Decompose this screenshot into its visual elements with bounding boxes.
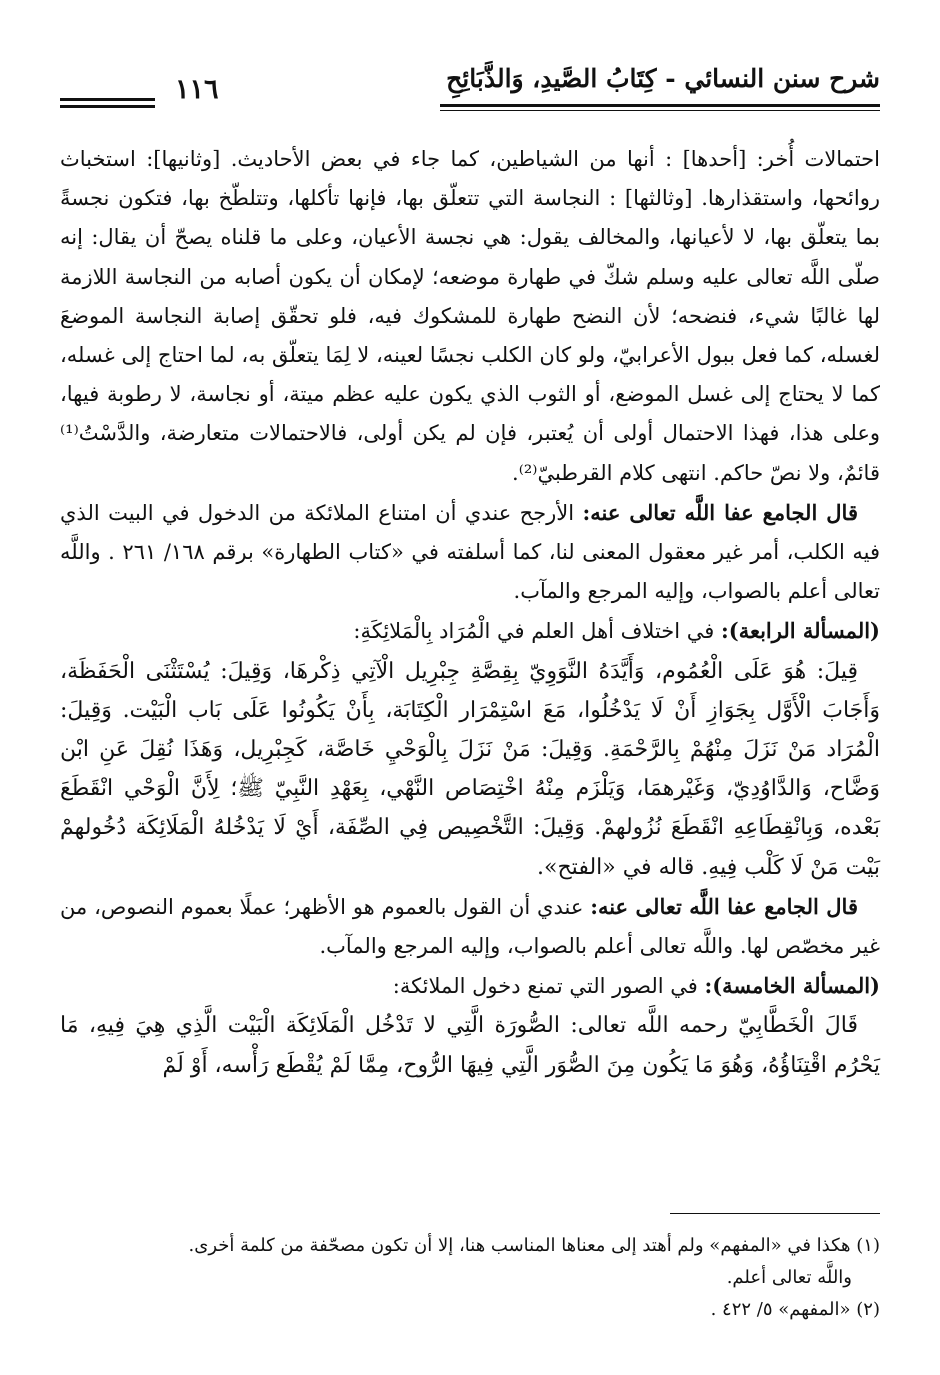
page-number: ١١٦ (175, 74, 219, 105)
paragraph-compiler-note-1 (60, 493, 880, 612)
footnote-1: (١) هكذا في «المفهم» ولم أهتد إلى معناها المناسب هنا، إلا أن تكون مصحّفة من كلمة أخرى. (188, 1235, 880, 1256)
footnote-1-continuation: واللَّه تعالى أعلم. (726, 1267, 852, 1288)
main-text (60, 140, 880, 1085)
paragraph-qurtubi-quote: احتمالات أُخر: [أحدها] : أنها من الشياطين، كما جاء في بعض الأحاديث. [وثانيها]: استخباث روائحها، واستقذارها. [وثالثها] : النجاسة التي تتعلّق بها، فإنها تأكلها، وتتلطّخ بها، فتكون نجسةً بما يتعلّق بها، لا لأعيانها، والمخالف يقول: هي نجسة الأعيان، وعلى ما قلناه يصحّ أن يقال: إنه صلّى اللَّه تعالى عليه وسلم شكّ في طهارة موضعه؛ لإمكان أن يكون أصابه من النجاسة اللازمة لها غالبًا شيء، فنضحه؛ لأن النضح طهارة للمشكوك فيه، فلو تحقّق إصابة النجاسة الموضعَ لغسله، كما فعل ببول الأعرابيّ، ولو كان الكلب نجسًا لعينه، لا لِمَا يتعلّق به، لما احتاج إلى غسله، كما لا يحتاج إلى غسل الموضع، أو الثوب الذي يكون عليه عظم ميتة، أو نجاسة، لا رطوبة فيها، وعلى هذا، فهذا الاحتمال أولى أن يُعتبر، فإن لم يكن أولى، فالاحتمالات متعارضة، والدَّسْتُ⁽¹⁾ قائمٌ، ولا نصّ حاكم. انتهى كلام القرطبيّ⁽²⁾. (60, 147, 880, 485)
issue-four-heading: (المسألة الرابعة): (721, 618, 880, 644)
header-rule (440, 104, 880, 107)
footnote-2: (٢) «المفهم» ٥/ ٤٢٢ . (710, 1299, 880, 1320)
footnotes (60, 1230, 880, 1326)
compiler-note-text-2: عندي أن القول بالعموم هو الأظهر؛ عملًا بعموم النصوص، من غير مخصّص لها. واللَّه تعالى أعلم بالصواب، وإليه المرجع والمآب. (60, 894, 880, 959)
compiler-lead: قال الجامع عفا اللَّه تعالى عنه: (582, 499, 858, 525)
paragraph-issue-four (60, 611, 880, 651)
paragraph-angels-opinions: قِيلَ: هُوَ عَلَى الْعُمُوم، وَأَيَّدَهُ النَّوَوِيّ بِقِصَّةِ جِبْرِيل الْآتِي ذِكْرهَا، وَقِيلَ: يُسْتَثْنَى الْحَفَظَة، وَأَجَابَ الْأَوَّل بِجَوَازِ أَنْ لَا يَدْخُلُوا، مَعَ اسْتِمْرَار الْكِتَابَة، بِأَنْ يَكُونُوا عَلَى بَاب الْبَيْت. وَقِيلَ: الْمُرَاد مَنْ نَزَلَ مِنْهُمْ بِالرَّحْمَةِ. وَقِيلَ: مَنْ نَزَلَ بِالْوَحْيِ خَاصَّة، كَجِبْرِيل، وَهَذَا نُقِلَ عَنِ ابْن وَضَّاح، وَالدَّاوُدِيّ، وَغَيْرهمَا، وَيَلْزَم مِنْهُ اخْتِصَاص النَّهْي، بِعَهْدِ النَّبِيّ ﷺ؛ لِأَنَّ الْوَحْي انْقَطَعَ بَعْده، وَبِانْقِطَاعِهِ انْقَطَعَ نُزُولهمْ. وَقِيلَ: التَّخْصِيص فِي الصِّفَة، أَيْ لَا يَدْخُلهُ الْمَلَائِكَة دُخُولهمْ بَيْت مَنْ لَا كَلْب فِيهِ. قاله في «الفتح». (60, 658, 880, 880)
paragraph-khattabi-quote: قَالَ الْخَطَّابِيّ رحمه اللَّه تعالى: الصُّورَة الَّتِي لا تَدْخُل الْمَلَائِكَة الْبَيْت الَّذِي هِيَ فِيهِ، مَا يَحْرُم اقْتِنَاؤُهُ، وَهُوَ مَا يَكُون مِنَ الصُّوَر الَّتِي فِيهَا الرُّوح، مِمَّا لَمْ يُقْطَع رَأْسه، أَوْ لَمْ (60, 1013, 880, 1078)
running-title: شرح سنن النسائي - كِتَابُ الصَّيدِ، وَالذَّبَائِحِ (446, 64, 880, 93)
paragraph-issue-five (60, 966, 880, 1006)
issue-five-heading: (المسألة الخامسة): (704, 973, 880, 999)
compiler-note-text: الأرجح عندي أن امتناع الملائكة من الدخول في البيت الذي فيه الكلب، أمر غير معقول المعنى لنا، كما أسلفته في «كتاب الطهارة» برقم ١٦٨/ ٢٦١ . واللَّه تعالى أعلم بالصواب، وإليه المرجع والمآب. (60, 500, 880, 604)
header-rule-thin (440, 110, 880, 111)
paragraph-compiler-note-2 (60, 887, 880, 966)
page-number-rules (60, 98, 155, 112)
compiler-lead-2: قال الجامع عفا اللَّه تعالى عنه: (590, 893, 858, 919)
page-header (60, 58, 880, 122)
footnote-separator (670, 1213, 880, 1214)
issue-four-text: في اختلاف أهل العلم في الْمُرَاد بِالْمَلائِكَةِ: (353, 619, 721, 644)
issue-five-text: في الصور التي تمنع دخول الملائكة: (392, 974, 705, 999)
